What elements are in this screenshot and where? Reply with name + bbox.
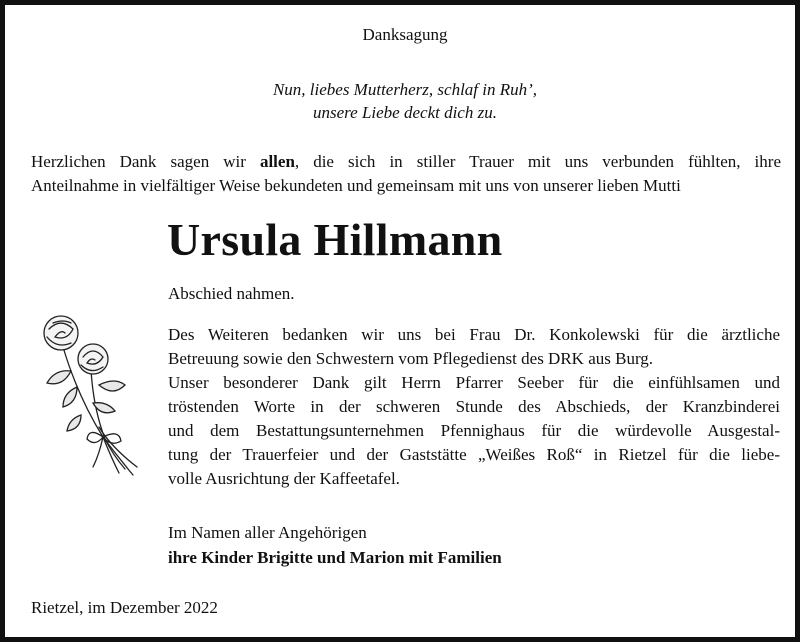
intro-text: , die sich in stiller Trauer mit uns verbunden fühlten, ihre	[294, 152, 781, 171]
thanks-line: Betreuung sowie den Schwestern vom Pflegedienst des DRK aus Burg.	[168, 349, 654, 368]
place-and-date: Rietzel, im Dezember 2022	[31, 598, 218, 617]
notice-heading: Danksagung	[362, 25, 448, 44]
thanks-paragraph	[168, 323, 780, 491]
thanks-line: und dem Bestattungsunternehmen Pfennighaus für die würdevolle Ausgestal-	[168, 421, 780, 440]
intro-line: Anteilnahme in vielfältiger Weise bekundeten und gemeinsam mit uns von unserer lieben Mutti	[31, 176, 681, 195]
thanks-line: Des Weiteren bedanken wir uns bei Frau Dr. Konkolewski für die ärztliche	[168, 325, 780, 344]
thanks-line: tung der Trauerfeier und der Gaststätte „Weißes Roß“ in Rietzel für die liebe-	[168, 445, 780, 464]
thanks-line: volle Ausrichtung der Kaffeetafel.	[168, 469, 400, 488]
thanks-line: tröstenden Worte in der schweren Stunde des Abschieds, der Kranzbinderei	[168, 397, 780, 416]
signature-family: ihre Kinder Brigitte und Marion mit Familien	[168, 548, 502, 567]
intro-emphasis: allen	[259, 152, 295, 171]
farewell-text: Abschied nahmen.	[168, 284, 295, 303]
intro-text: Herzlichen Dank sagen wir	[31, 152, 260, 171]
motto-verse	[5, 78, 800, 124]
signature-intro: Im Namen aller Angehörigen	[168, 523, 367, 542]
rose-illustration-icon	[33, 307, 145, 477]
intro-paragraph	[31, 150, 781, 198]
thanks-line: Unser besonderer Dank gilt Herrn Pfarrer Seeber für die einfühlsamen und	[168, 373, 780, 392]
intro-line	[31, 150, 781, 174]
motto-line: unsere Liebe deckt dich zu.	[313, 103, 497, 122]
motto-line: Nun, liebes Mutterherz, schlaf in Ruh’,	[272, 80, 538, 99]
deceased-name: Ursula Hillmann	[167, 214, 503, 265]
